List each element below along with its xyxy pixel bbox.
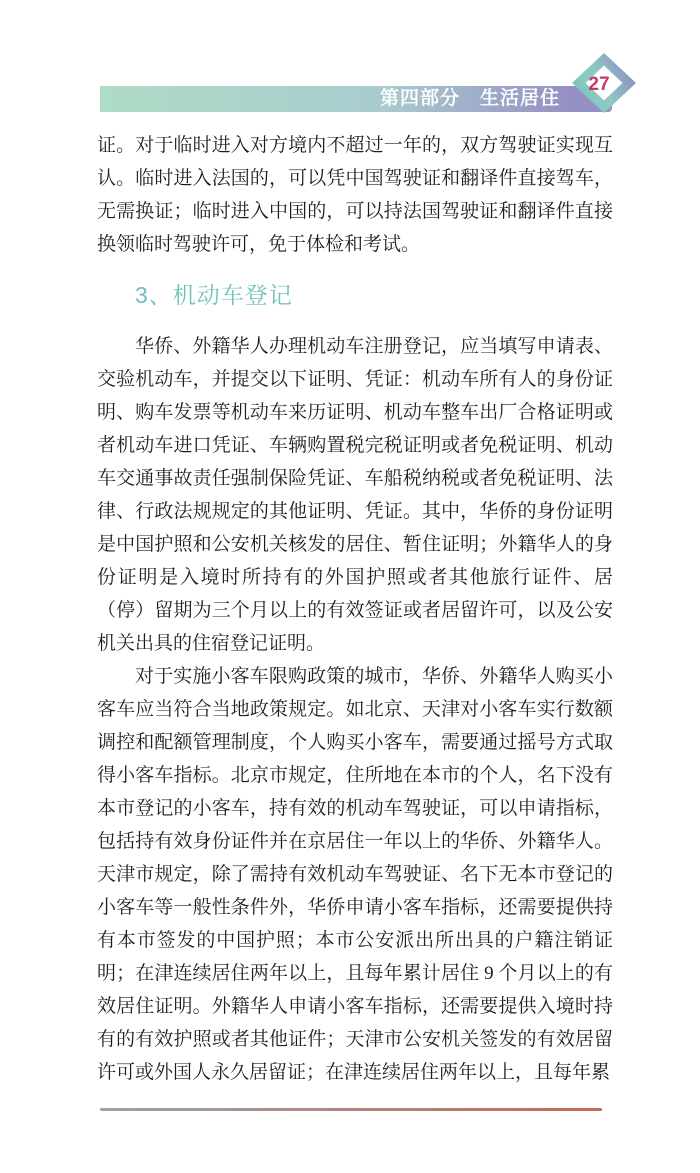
paragraph-registration-documents: 华侨、外籍华人办理机动车注册登记，应当填写申请表、交验机动车，并提交以下证明、凭证：机动车所有人的身份证明、购车发票等机动车来历证明、机动车整车出厂合格证明或者机动车进口凭证、车辆购置税完税证明或者免税证明、机动车交通事故责任强制保险凭证、车船税纳税或者免税证明、法律、行政法规规定的其他证明、凭证。其中，华侨的身份证明是中国护照和公安机关核发的居住、暂住证明；外籍华人的身份证明是入境时所持有的外国护照或者其他旅行证件、居（停）留期为三个月以上的有效签证或者居留许可，以及公安机关出具的住宿登记证明。 (97, 336, 613, 654)
page-content (97, 129, 613, 1089)
page-number-text: 27 (588, 74, 610, 95)
paragraph-purchase-restrictions: 对于实施小客车限购政策的城市，华侨、外籍华人购买小客车应当符合当地政策规定。如北京、天津对小客车实行数额调控和配额管理制度，个人购买小客车，需要通过摇号方式取得小客车指标。北京市规定，住所地在本市的个人，名下没有本市登记的小客车，持有效的机动车驾驶证，可以申请指标，包括持有效身份证件并在京居住一年以上的华侨、外籍华人。天津市规定，除了需持有效机动车驾驶证、名下无本市登记的小客车等一般性条件外，华侨申请小客车指标，还需要提供持有本市签发的中国护照；本市公安派出所出具的户籍注销证明；在津连续居住两年以上，且每年累计居住 9 个月以上的有效居住证明。外籍华人申请小客车指标，还需要提供入境时持有的有效护照或者其他证件；天津市公安机关签发的有效居留许可或外国人永久居留证；在津连续居住两年以上，且每年累 (97, 666, 613, 1083)
footer-rule (100, 1108, 602, 1111)
page-number-diamond (570, 52, 638, 114)
header-bar (100, 86, 612, 112)
section-heading: 3、机动车登记 (135, 282, 293, 308)
header-section-label: 第四部分 (379, 88, 460, 109)
diamond-icon (570, 52, 638, 114)
paragraph-continuation: 证。对于临时进入对方境内不超过一年的，双方驾驶证实现互认。临时进入法国的，可以凭中国驾驶证和翻译件直接驾车，无需换证；临时进入中国的，可以持法国驾驶证和翻译件直接换领临时驾驶许可，免于体检和考试。 (97, 135, 613, 255)
header-section-title: 生活居住 (479, 88, 560, 109)
